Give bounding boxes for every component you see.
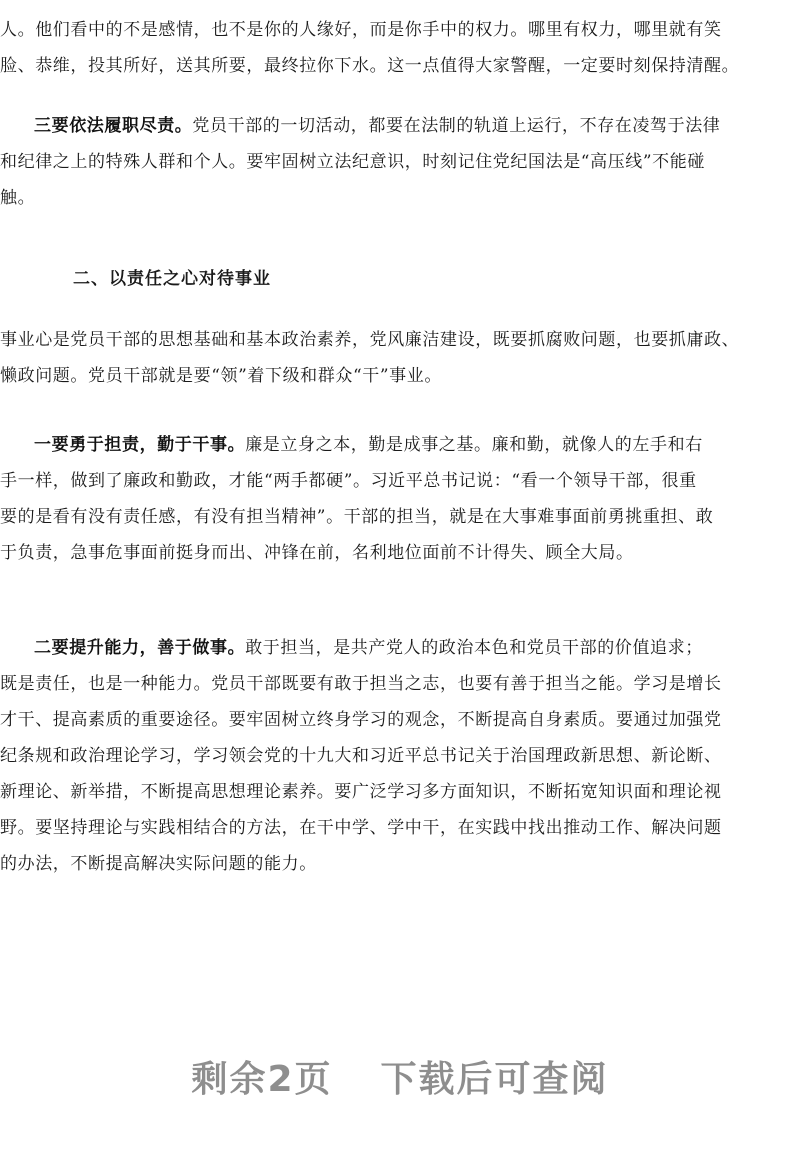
text-line: 纪条规和政治理论学习，学习领会党的十九大和习近平总书记关于治国理政新思想、新论断、 (0, 746, 722, 766)
paragraph-text: 敢于担当，是共产党人的政治本色和党员干部的价值追求； (245, 638, 703, 658)
text-line: 既是责任，也是一种能力。党员干部既要有敢于担当之志，也要有善于担当之能。学习是增长 (0, 674, 722, 694)
text-line: 脸、恭维，投其所好，送其所要，最终拉你下水。这一点值得大家警醒，一定要时刻保持清醒。 (0, 56, 740, 76)
paragraph-responsibility (0, 427, 800, 571)
paragraph-text: 党员干部的一切活动，都要在法制的轨道上运行，不存在凌驾于法律 (192, 116, 721, 136)
text-line: 人。他们看中的不是感情，也不是你的人缘好，而是你手中的权力。哪里有权力，哪里就有笑 (0, 20, 722, 40)
paragraph-text: 廉是立身之本，勤是成事之基。廉和勤，就像人的左手和右 (245, 435, 703, 455)
text-line: 于负责，急事危事面前挺身而出、冲锋在前，名利地位面前不计得失、顾全大局。 (0, 543, 634, 563)
download-to-view-text: 下载后可查阅 (380, 1059, 609, 1100)
text-line (0, 427, 800, 463)
text-line (0, 630, 800, 666)
text-line: 才干、提高素质的重要途径。要牢固树立终身学习的观念，不断提高自身素质。要通过加强党 (0, 710, 722, 730)
section-heading: 二、以责任之心对待事业 (73, 269, 271, 289)
paragraph-lead-bold: 二要提升能力，善于做事。 (34, 638, 246, 658)
paragraph-career (0, 322, 800, 394)
text-line: 和纪律之上的特殊人群和个人。要牢固树立法纪意识，时刻记住党纪国法是“高压线”不能碰 (0, 152, 705, 172)
paragraph-intro-continuation (0, 12, 800, 84)
text-line: 的办法，不断提高解决实际问题的能力。 (0, 854, 317, 874)
text-line: 手一样，做到了廉政和勤政，才能“两手都硬”。习近平总书记说：“看一个领导干部，很重 (0, 471, 697, 491)
text-line: 懒政问题。党员干部就是要“领”着下级和群众“干”事业。 (0, 366, 442, 386)
text-line: 新理论、新举措，不断提高思想理论素养。要广泛学习多方面知识，不断拓宽知识面和理论视 (0, 782, 722, 802)
paragraph-lead-bold: 一要勇于担责，勤于干事。 (34, 435, 246, 455)
text-line: 触。 (0, 188, 36, 208)
paragraph-lead-bold: 三要依法履职尽责。 (34, 116, 193, 136)
text-line: 事业心是党员干部的思想基础和基本政治素养，党风廉洁建设，既要抓腐败问题，也要抓庸政、 (0, 330, 740, 350)
remaining-pages-banner[interactable] (0, 1052, 800, 1108)
text-line: 要的是看有没有责任感，有没有担当精神”。干部的担当，就是在大事难事面前勇挑重担、敢 (0, 507, 714, 527)
paragraph-law-duty (0, 108, 800, 216)
text-line: 野。要坚持理论与实践相结合的方法，在干中学、学中干，在实践中找出推动工作、解决问题 (0, 818, 722, 838)
paragraph-ability (0, 630, 800, 882)
text-line (0, 108, 800, 144)
remaining-pages-text: 剩余2页 (191, 1059, 333, 1100)
